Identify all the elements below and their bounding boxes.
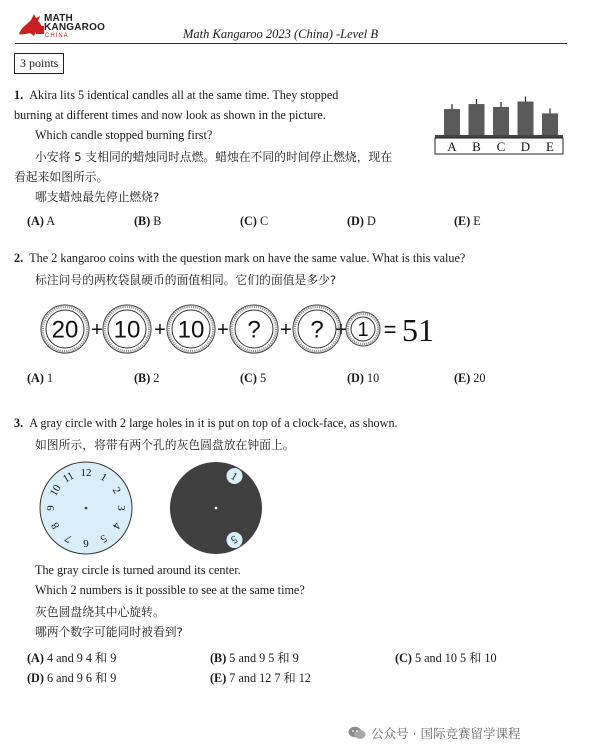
q2-option-e[interactable] xyxy=(454,371,485,386)
q2-option-d[interactable] xyxy=(347,371,379,386)
clock-number: 11 xyxy=(60,469,77,486)
q1-number: 1. xyxy=(14,88,24,102)
logo-line3: CHINA xyxy=(45,33,69,39)
option-value: 5 and 9 5 和 9 xyxy=(229,651,299,665)
clock-center xyxy=(85,507,88,510)
q3-cn1: 如图所示，将带有两个孔的灰色圆盘放在钟面上。 xyxy=(35,438,295,452)
q1-line2: burning at different times and now look as shown in the picture. xyxy=(14,108,326,122)
q1-option-d[interactable] xyxy=(347,214,376,229)
q3-line2: The gray circle is turned around its center. xyxy=(35,563,241,577)
plus-sign: + xyxy=(91,319,103,341)
q2-option-a[interactable] xyxy=(27,371,53,386)
option-letter: (B) xyxy=(134,214,151,228)
q3-cn3: 哪两个数字可能同时被看到? xyxy=(35,625,183,639)
option-value: 10 xyxy=(366,371,380,385)
logo-line2: KANGAROO xyxy=(44,22,106,33)
candle-label: B xyxy=(472,139,481,154)
q2-line1 xyxy=(14,251,465,266)
option-value: 6 and 9 6 和 9 xyxy=(46,671,117,685)
candle-label: E xyxy=(546,139,554,154)
q1-option-a[interactable] xyxy=(27,214,55,229)
q3-options xyxy=(0,649,596,689)
option-letter: (C) xyxy=(240,371,257,385)
clock-number: 2 xyxy=(109,485,123,496)
option-letter: (E) xyxy=(454,214,471,228)
q2-option-c[interactable] xyxy=(240,371,266,386)
q3-option-b[interactable] xyxy=(210,649,299,666)
coin-1 xyxy=(41,305,89,353)
watermark-text: 公众号 · 国际竞赛留学课程 xyxy=(371,726,521,741)
option-value: 1 xyxy=(46,371,54,385)
clock-number: 12 xyxy=(80,467,92,479)
clock-number: 6 xyxy=(83,537,89,549)
q2-option-b[interactable] xyxy=(134,371,159,386)
sum-result: 51 xyxy=(402,312,434,348)
gray-disc-figure xyxy=(166,458,266,558)
q3-line3: Which 2 numbers is it possible to see at the same time? xyxy=(35,583,305,597)
clock-number: 5 xyxy=(98,531,109,545)
q2-options xyxy=(0,371,596,387)
coin-value: 20 xyxy=(51,316,79,344)
q3-cn2: 灰色圆盘绕其中心旋转。 xyxy=(35,605,165,619)
option-value: B xyxy=(153,214,162,228)
coins-equation xyxy=(36,302,496,362)
coin-2 xyxy=(103,305,151,353)
coin-3 xyxy=(167,305,215,353)
q3-line1 xyxy=(14,416,398,431)
clock-number: 3 xyxy=(115,505,127,511)
candle-e xyxy=(542,113,558,135)
option-letter: (A) xyxy=(27,214,44,228)
coin-value: ? xyxy=(310,316,324,344)
option-letter: (C) xyxy=(395,651,412,665)
watermark xyxy=(348,723,521,742)
option-value: 5 xyxy=(259,371,267,385)
option-letter: (E) xyxy=(210,671,227,685)
coin-4 xyxy=(230,305,278,353)
candles-figure xyxy=(432,90,572,160)
plus-sign: + xyxy=(335,319,347,341)
option-letter: (A) xyxy=(27,371,44,385)
option-value: 5 and 10 5 和 10 xyxy=(414,651,497,665)
q1-cn3: 哪支蜡烛最先停止燃烧? xyxy=(35,190,160,204)
option-letter: (D) xyxy=(27,671,44,685)
q1-text1: Akira lits 5 identical candles all at the same time. They stopped xyxy=(29,88,339,102)
disc-center xyxy=(215,507,218,510)
q3-option-e[interactable] xyxy=(210,669,311,686)
page-title: Math Kangaroo 2023 (China) -Level B xyxy=(183,27,379,41)
wechat-icon xyxy=(348,725,366,739)
coin-value: 10 xyxy=(113,316,141,344)
kangaroo-logo-icon xyxy=(16,12,46,38)
option-letter: (D) xyxy=(347,214,364,228)
equals-sign: = xyxy=(383,317,397,342)
coin-value: 10 xyxy=(177,316,205,344)
q3-option-c[interactable] xyxy=(395,649,497,666)
option-letter: (D) xyxy=(347,371,364,385)
option-letter: (A) xyxy=(27,651,44,665)
q3-option-d[interactable] xyxy=(27,669,116,686)
option-letter: (C) xyxy=(240,214,257,228)
q2-number: 2. xyxy=(14,251,24,265)
q1-option-c[interactable] xyxy=(240,214,268,229)
logo xyxy=(16,12,106,38)
clock-number: 8 xyxy=(49,520,63,531)
candle-label: A xyxy=(447,139,457,154)
option-value: E xyxy=(473,214,481,228)
candle-label: D xyxy=(520,139,531,154)
option-value: C xyxy=(259,214,269,228)
candle-b xyxy=(469,104,485,135)
option-value: 4 and 9 4 和 9 xyxy=(46,651,117,665)
q1-option-b[interactable] xyxy=(134,214,161,229)
coin-value: ? xyxy=(247,316,261,344)
clock-number: 9 xyxy=(45,505,57,511)
candle-c xyxy=(493,107,509,135)
q1-cn2: 看起来如图所示。 xyxy=(14,170,109,184)
option-letter: (B) xyxy=(134,371,151,385)
candle-d xyxy=(518,102,534,135)
plus-sign: + xyxy=(217,319,229,341)
option-value: 7 and 12 7 和 12 xyxy=(229,671,311,685)
candle-a xyxy=(444,109,460,135)
q3-text1: A gray circle with 2 large holes in it is put on top of a clock-face, as shown. xyxy=(29,416,398,430)
option-value: 2 xyxy=(153,371,160,385)
clock-number: 10 xyxy=(47,482,64,499)
header-rule xyxy=(15,43,567,44)
hole-number: 5 xyxy=(228,532,240,546)
coin-value: 1 xyxy=(357,319,369,341)
option-value: D xyxy=(366,214,376,228)
candle-label: C xyxy=(496,139,506,154)
option-letter: (B) xyxy=(210,651,227,665)
hole-number: 1 xyxy=(228,470,240,484)
q1-cn1: 小安将 5 支相同的蜡烛同时点燃。蜡烛在不同的时间停止燃烧，现在 xyxy=(35,150,393,164)
q2-text1: The 2 kangaroo coins with the question mark on have the same value. What is this value? xyxy=(29,251,466,265)
option-value: 20 xyxy=(473,371,486,385)
coin-6 xyxy=(346,312,380,346)
q1-options xyxy=(0,214,596,230)
q1-line1 xyxy=(14,88,338,103)
clock-number: 7 xyxy=(63,531,74,545)
plus-sign: + xyxy=(154,319,166,341)
option-value: A xyxy=(46,214,56,228)
clock-number: 4 xyxy=(109,520,123,531)
q1-option-e[interactable] xyxy=(454,214,481,229)
coin-5 xyxy=(293,305,341,353)
clock-face-figure xyxy=(36,458,136,558)
q2-cn1: 标注问号的两枚袋鼠硬币的面值相同。它们的面值是多少? xyxy=(35,273,337,287)
points-badge: 3 points xyxy=(14,53,64,74)
q1-line3: Which candle stopped burning first? xyxy=(35,128,213,142)
plus-sign: + xyxy=(280,319,292,341)
clock-number: 1 xyxy=(98,471,109,485)
q3-option-a[interactable] xyxy=(27,649,116,666)
option-letter: (E) xyxy=(454,371,471,385)
q3-number: 3. xyxy=(14,416,24,430)
logo-line1: MATH xyxy=(44,13,73,24)
